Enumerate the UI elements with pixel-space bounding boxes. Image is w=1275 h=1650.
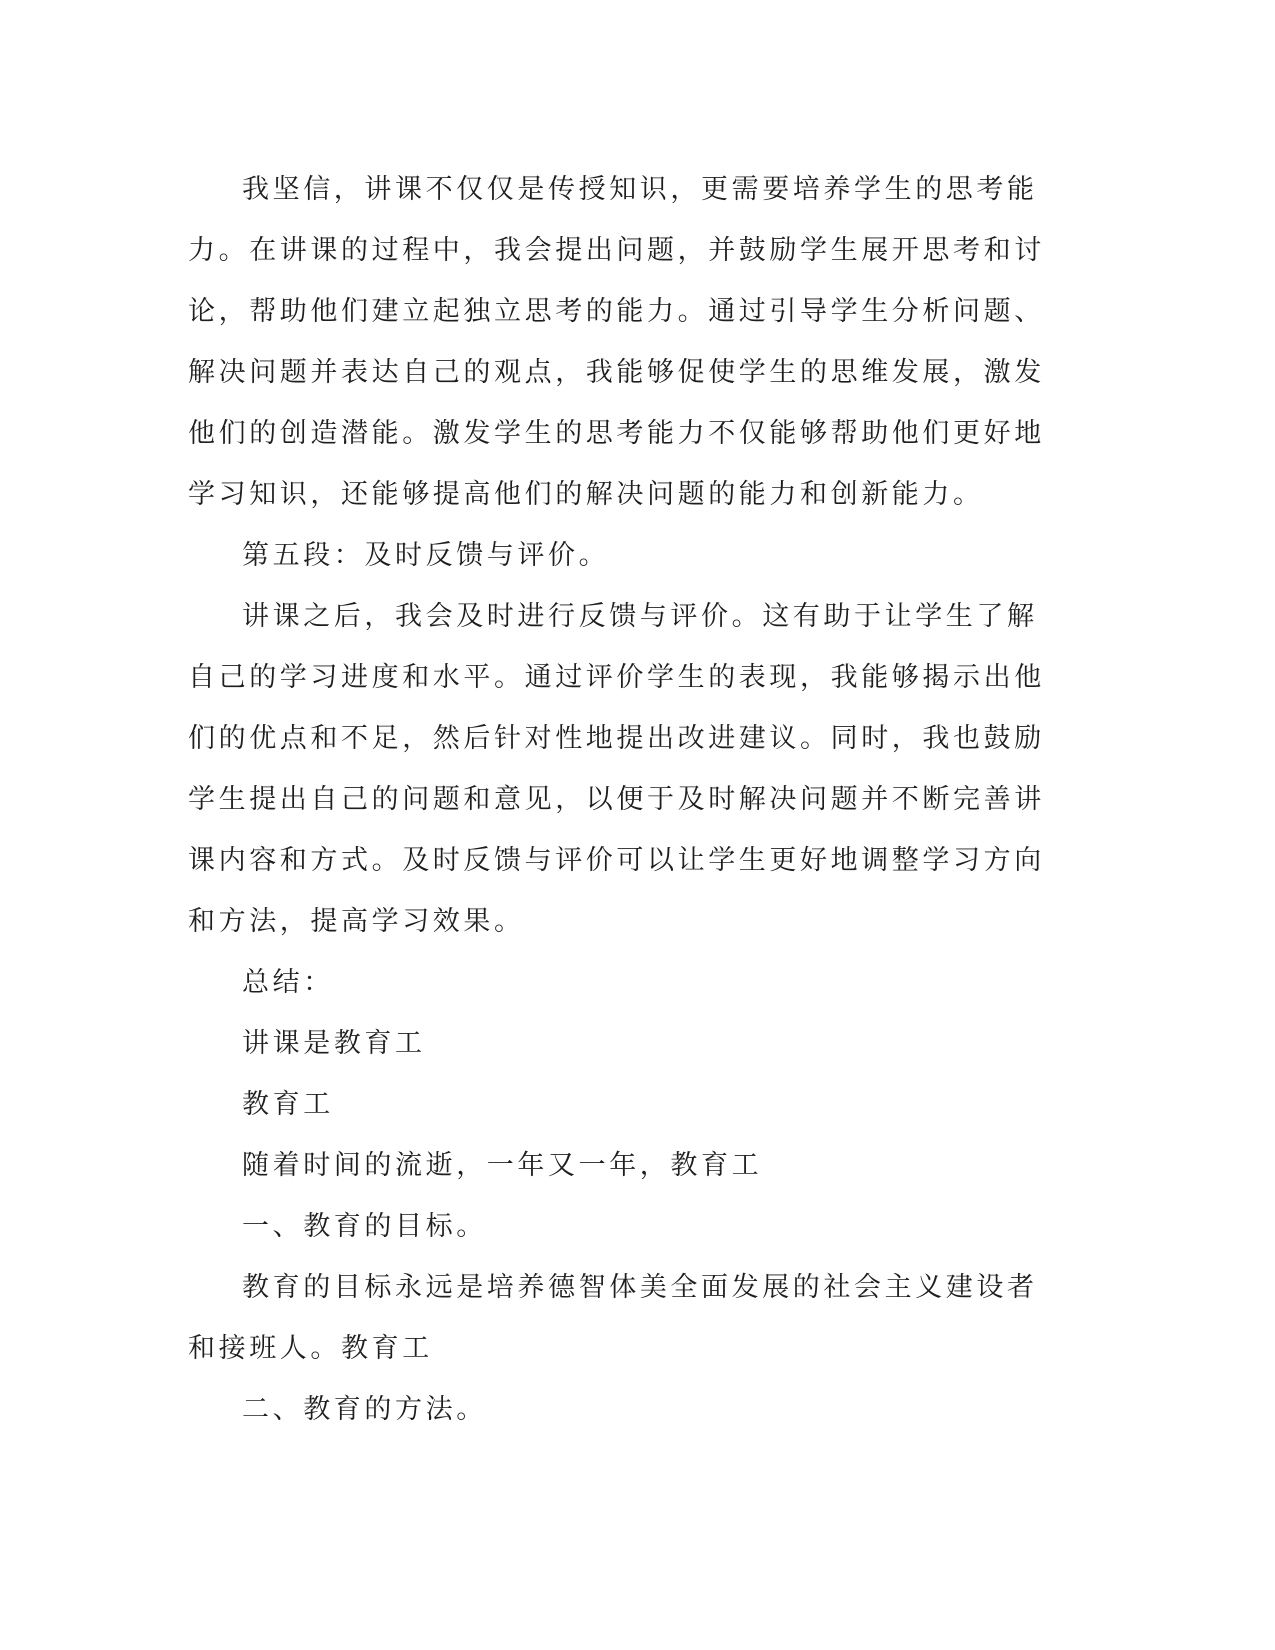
paragraph-education-goal: 教育的目标永远是培养德智体美全面发展的社会主义建设者和接班人。教育工 — [188, 1272, 1038, 1364]
section-heading-feedback: 第五段：及时反馈与评价。 — [242, 540, 610, 571]
paragraph-thinking-ability: 我坚信，讲课不仅仅是传授知识，更需要培养学生的思考能力。在讲课的过程中，我会提出问题，并鼓励学生展开思考和讨论，帮助他们建立起独立思考的能力。通过引导学生分析问题、解决问题并表达自己的观点，我能够促使学生的思维发展，激发他们的创造潜能。激发学生的思考能力不仅能够帮助他们更好地学习知识，还能够提高他们的解决问题的能力和创新能力。 — [188, 174, 1045, 510]
summary-heading: 总结： — [242, 967, 334, 998]
document-body — [188, 159, 1068, 1440]
line-as-time-passes: 随着时间的流逝，一年又一年，教育工 — [242, 1150, 763, 1181]
paragraph-feedback: 讲课之后，我会及时进行反馈与评价。这有助于让学生了解自己的学习进度和水平。通过评价学生的表现，我能够揭示出他们的优点和不足，然后针对性地提出改进建议。同时，我也鼓励学生提出自己的问题和意见，以便于及时解决问题并不断完善讲课内容和方式。及时反馈与评价可以让学生更好地调整学习方向和方法，提高学习效果。 — [188, 601, 1045, 937]
line-lecture-is-education: 讲课是教育工 — [242, 1028, 426, 1059]
heading-education-method: 二、教育的方法。 — [242, 1394, 487, 1425]
line-education-work: 教育工 — [242, 1089, 334, 1120]
heading-education-goal: 一、教育的目标。 — [242, 1211, 487, 1242]
